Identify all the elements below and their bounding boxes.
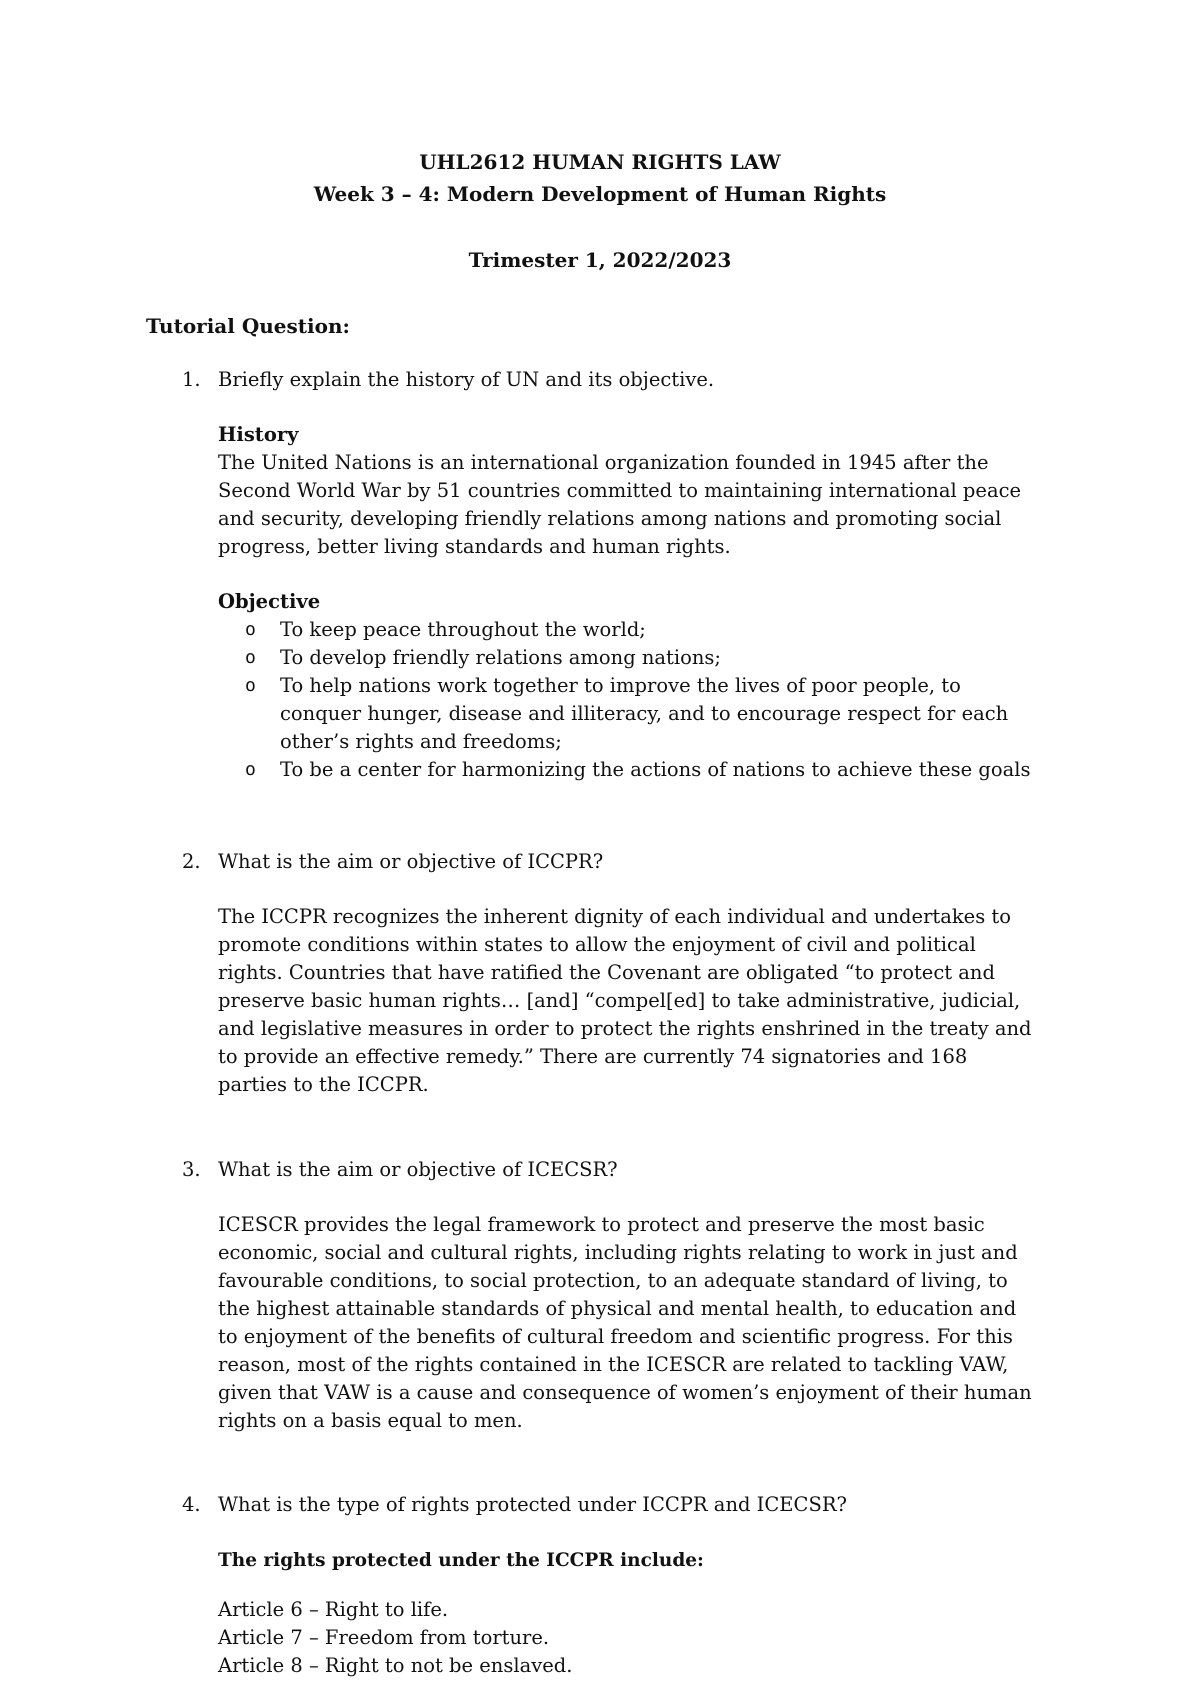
answer-text: ICESCR provides the legal framework to protect and preserve the most basic economic, social and cultural rights, including rights relating to work in just and favourable conditions, to social protection, to an adequate standard of living, to the highest attainable standards of physical and mental health, to education and to enjoyment of the benefits of cultural freedom and scientific progress. For this reason, most of the rights contained in the ICESCR are related to tackling VAW, given that VAW is a cause and consequence of women’s enjoyment of their human rights on a basis equal to men. [218,1213,1032,1432]
objective-text: To help nations work together to improve the lives of poor people, to conquer hunger, disease and illiteracy, and to encourage respect for each other’s rights and freedoms; [280,674,1009,753]
tutorial-heading: Tutorial Question: [146,314,350,338]
objective-text: To develop friendly relations among nations; [280,646,722,669]
list-item: Article 6 – Right to life. [218,1598,449,1621]
objective-text: To keep peace throughout the world; [280,618,646,641]
history-text: The United Nations is an international organization founded in 1945 after the Second World War by 51 countries committed to maintaining international peace and security, developing friendly relations among nations and promoting social progress, better living standards and human rights. [218,451,1022,558]
list-item [218,616,1038,644]
objective-text: To be a center for harmonizing the actions of nations to achieve these goals [280,758,1031,781]
course-title: UHL2612 HUMAN RIGHTS LAW [419,150,781,174]
answer-3 [218,1211,1038,1435]
question-number: 4. [182,1493,201,1516]
history-heading: History [218,423,299,446]
bullet-icon: o [245,759,256,780]
question-number: 1. [182,368,201,391]
question-text: What is the type of rights protected under ICCPR and ICECSR? [218,1493,847,1516]
answer-2 [218,903,1038,1099]
trimester-title: Trimester 1, 2022/2023 [468,248,732,272]
list-item: Article 7 – Freedom from torture. [218,1626,550,1649]
objective-heading: Objective [218,590,321,613]
bullet-icon: o [245,619,256,640]
list-item [218,672,1038,756]
question-text: What is the aim or objective of ICCPR? [218,850,604,873]
rights-heading: The rights protected under the ICCPR include: [218,1550,704,1571]
question-number: 3. [182,1158,201,1181]
bullet-icon: o [245,675,256,696]
rights-section [218,1547,1038,1575]
answer-text: The ICCPR recognizes the inherent dignity of each individual and undertakes to promote conditions within states to allow the enjoyment of civil and political rights. Countries that have ratified the Covenant are obligated “to protect and preserve basic human rights… [and] “compel[ed] to take administrative, judicial, and legislative measures in order to protect the rights enshrined in the treaty and to provide an effective remedy.” There are currently 74 signatories and 168 parties to the ICCPR. [218,905,1032,1096]
list-item [218,756,1038,784]
objective-section [218,588,1038,616]
objective-list [218,616,1038,784]
question-text: What is the aim or objective of ICECSR? [218,1158,618,1181]
history-section [218,421,1038,561]
list-item: Article 8 – Right to not be enslaved. [218,1654,573,1677]
bullet-icon: o [245,647,256,668]
article-list [218,1596,1038,1680]
week-title: Week 3 – 4: Modern Development of Human Rights [313,182,887,206]
question-number: 2. [182,850,201,873]
list-item [218,644,1038,672]
question-text: Briefly explain the history of UN and its objective. [218,368,715,391]
